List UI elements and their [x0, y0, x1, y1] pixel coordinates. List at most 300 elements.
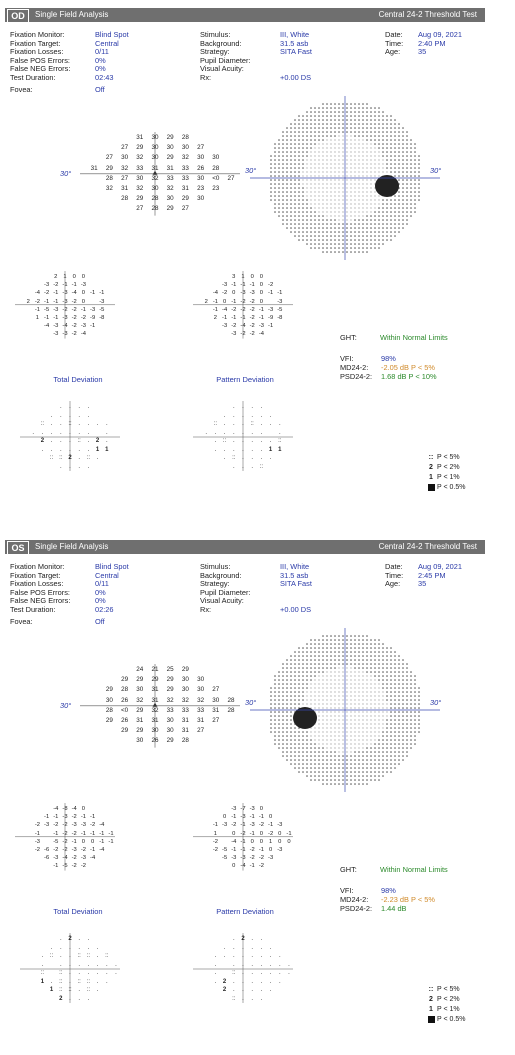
grayscale-dot: [386, 671, 388, 673]
grayscale-dot: [335, 692, 336, 693]
grayscale-dot: [374, 123, 376, 125]
grayscale-dot: [319, 712, 320, 713]
grayscale-dot: [390, 231, 392, 233]
grayscale-dot: [402, 723, 404, 725]
threshold-value: 32: [105, 185, 113, 192]
grayscale-dot: [282, 143, 284, 145]
grayscale-dot: [370, 655, 372, 657]
pattern_deviation-value: -1: [222, 315, 228, 321]
grayscale-dot: [298, 127, 300, 129]
grayscale-dot: [274, 675, 276, 677]
total_prob-symbol: .: [96, 961, 99, 968]
grayscale-dot: [282, 739, 284, 741]
grayscale-dot: [290, 751, 292, 753]
pattern_deviation-value: -2: [249, 331, 255, 338]
grayscale-dot: [367, 204, 368, 205]
grayscale-dot: [386, 699, 388, 701]
legend-symbol: 2: [429, 464, 433, 471]
grayscale-dot: [330, 243, 332, 245]
grayscale-dot: [318, 235, 320, 237]
total_deviation-value: -3: [34, 838, 40, 845]
grayscale-dot: [390, 171, 392, 173]
grayscale-dot: [334, 235, 336, 237]
grayscale-dot: [330, 251, 332, 253]
total_deviation-value: -5: [44, 306, 50, 313]
grayscale-dot: [382, 675, 384, 677]
grayscale-dot: [339, 712, 340, 713]
grayscale-dot: [331, 212, 332, 213]
grayscale-dot: [367, 164, 368, 165]
grayscale-dot: [339, 728, 340, 729]
grayscale-dot: [298, 699, 300, 701]
grayscale-dot: [359, 180, 360, 181]
grayscale-dot: [278, 147, 280, 149]
grayscale-dot: [362, 115, 364, 117]
threshold-value: 30: [151, 185, 159, 192]
grayscale-dot: [398, 147, 400, 149]
grayscale-dot: [314, 771, 316, 773]
grayscale-dot: [302, 759, 304, 761]
pattern_deviation-value: -3: [277, 298, 283, 305]
grayscale-dot: [386, 767, 388, 769]
grayscale-dot: [398, 127, 400, 129]
legend-symbol: ::: [428, 986, 434, 993]
total_prob-symbol: ::: [68, 987, 72, 993]
grayscale-dot: [274, 147, 276, 149]
grayscale-dot: [355, 208, 356, 209]
threshold-value: 21: [151, 666, 159, 673]
grayscale-dot: [346, 127, 348, 129]
grayscale-dot: [331, 184, 332, 185]
grayscale-dot: [294, 123, 296, 125]
grayscale-dot: [334, 643, 336, 645]
grayscale-dot: [322, 767, 324, 769]
grayscale-dot: [343, 148, 344, 149]
grayscale-dot: [375, 164, 376, 165]
grayscale-dot: [382, 155, 384, 157]
grayscale-dot: [363, 672, 364, 673]
grayscale-dot: [310, 235, 312, 237]
total_deviation-value: -2: [44, 290, 50, 297]
pattern_prob-symbol: .: [232, 961, 235, 968]
grayscale-dot: [362, 111, 364, 113]
grayscale-dot: [338, 243, 340, 245]
grayscale-dot: [310, 123, 312, 125]
total_deviation-value: -2: [80, 847, 86, 853]
grayscale-dot: [406, 747, 408, 749]
grayscale-dot: [278, 171, 280, 173]
axis-label-field-left: 30°: [245, 166, 257, 175]
grayscale-dot: [343, 672, 344, 673]
grayscale-dot: [330, 755, 332, 757]
grayscale-dot: [347, 140, 348, 141]
grayscale-dot: [343, 180, 344, 181]
total_deviation-value: -2: [71, 315, 77, 321]
total_prob-symbol: .: [87, 944, 90, 951]
total_deviation-value: -1: [99, 290, 105, 297]
grayscale-dot: [330, 639, 332, 641]
grayscale-dot: [382, 651, 384, 653]
grayscale-dot: [398, 167, 400, 169]
grayscale-dot: [306, 135, 308, 137]
grayscale-dot: [347, 704, 348, 705]
grayscale-dot: [382, 219, 384, 221]
grayscale-dot: [375, 200, 376, 201]
grayscale-dot: [347, 728, 348, 729]
grayscale-dot: [367, 720, 368, 721]
grayscale-dot: [363, 720, 364, 721]
grayscale-dot: [414, 195, 416, 197]
grayscale-dot: [386, 211, 388, 213]
grayscale-dot: [322, 139, 324, 141]
pattern_prob-symbol: .: [278, 978, 281, 985]
grayscale-dot: [327, 144, 328, 145]
grayscale-dot: [318, 119, 320, 121]
grayscale-dot: [319, 148, 320, 149]
grayscale-dot: [362, 219, 364, 221]
grayscale-dot: [294, 235, 296, 237]
grayscale-dot: [406, 219, 408, 221]
pattern_prob-symbol: .: [260, 944, 263, 951]
grayscale-dot: [314, 235, 316, 237]
grayscale-dot: [323, 724, 324, 725]
grayscale-dot: [371, 736, 372, 737]
grayscale-dot: [306, 683, 308, 685]
grayscale-dot: [302, 231, 304, 233]
grayscale-dot: [394, 119, 396, 121]
grayscale-dot: [290, 727, 292, 729]
grayscale-dot: [319, 684, 320, 685]
grayscale-dot: [386, 163, 388, 165]
grayscale-dot: [379, 732, 380, 733]
grayscale-dot: [290, 135, 292, 137]
grayscale-dot: [367, 716, 368, 717]
grayscale-dot: [290, 163, 292, 165]
grayscale-dot: [310, 231, 312, 233]
grayscale-dot: [358, 655, 360, 657]
grayscale-dot: [362, 643, 364, 645]
mid_info-value: 31.5 asb: [280, 570, 309, 580]
grayscale-dot: [414, 187, 416, 189]
grayscale-dot: [290, 179, 292, 181]
grayscale-dot: [347, 208, 348, 209]
grayscale-dot: [382, 139, 384, 141]
grayscale-dot: [346, 643, 348, 645]
grayscale-dot: [382, 143, 384, 145]
grayscale-dot: [351, 672, 352, 673]
grayscale-dot: [363, 144, 364, 145]
grayscale-dot: [343, 736, 344, 737]
grayscale-dot: [294, 147, 296, 149]
grayscale-dot: [327, 744, 328, 745]
total_prob-symbol: .: [78, 446, 81, 453]
grayscale-dot: [386, 743, 388, 745]
pattern_prob-symbol: .: [260, 421, 263, 427]
grayscale-dot: [326, 755, 328, 757]
grayscale-dot: [306, 735, 308, 737]
grayscale-dot: [286, 223, 288, 225]
grayscale-dot: [382, 119, 384, 121]
grayscale-dot: [318, 779, 320, 781]
grayscale-dot: [394, 699, 396, 701]
total_prob-symbol: .: [59, 463, 62, 470]
grayscale-dot: [290, 183, 292, 185]
grayscale-dot: [390, 223, 392, 225]
grayscale-dot: [394, 655, 396, 657]
grayscale-dot: [358, 775, 360, 777]
threshold-value: 32: [166, 185, 174, 192]
grayscale-dot: [323, 720, 324, 721]
grayscale-dot: [374, 763, 376, 765]
grayscale-dot: [294, 739, 296, 741]
grayscale-dot: [298, 667, 300, 669]
pattern_deviation-value: -4: [231, 838, 237, 845]
grayscale-dot: [346, 771, 348, 773]
grayscale-dot: [306, 747, 308, 749]
grayscale-dot: [378, 655, 380, 657]
grayscale-dot: [327, 204, 328, 205]
grayscale-dot: [350, 227, 352, 229]
grayscale-dot: [330, 115, 332, 117]
grayscale-dot: [398, 123, 400, 125]
grayscale-dot: [327, 140, 328, 141]
grayscale-dot: [398, 667, 400, 669]
grayscale-dot: [394, 143, 396, 145]
grayscale-dot: [382, 735, 384, 737]
grayscale-dot: [335, 188, 336, 189]
grayscale-dot: [338, 639, 340, 641]
grayscale-dot: [310, 743, 312, 745]
grayscale-dot: [331, 160, 332, 161]
grayscale-dot: [330, 779, 332, 781]
grayscale-dot: [319, 732, 320, 733]
grayscale-dot: [346, 103, 348, 105]
grayscale-dot: [355, 144, 356, 145]
grayscale-dot: [338, 659, 340, 661]
right_info-label: Time:: [385, 570, 404, 580]
grayscale-dot: [326, 243, 328, 245]
total_prob-symbol: .: [69, 953, 71, 959]
grayscale-dot: [310, 647, 312, 649]
grayscale-dot: [294, 187, 296, 189]
pattern_deviation-value: -1: [249, 282, 255, 289]
grayscale-dot: [294, 231, 296, 233]
grayscale-dot: [306, 127, 308, 129]
grayscale-dot: [311, 180, 312, 181]
grayscale-dot: [311, 156, 312, 157]
grayscale-dot: [306, 219, 308, 221]
grayscale-dot: [379, 728, 380, 729]
grayscale-dot: [311, 172, 312, 173]
legend-symbol: 1: [429, 1006, 433, 1013]
grayscale-dot: [298, 187, 300, 189]
grayscale-dot: [370, 123, 372, 125]
grayscale-dot: [362, 639, 364, 641]
grayscale-dot: [351, 200, 352, 201]
grayscale-dot: [386, 659, 388, 661]
grayscale-dot: [375, 684, 376, 685]
grayscale-dot: [310, 215, 312, 217]
grayscale-dot: [290, 687, 292, 689]
grayscale-dot: [294, 167, 296, 169]
grayscale-dot: [350, 119, 352, 121]
grayscale-dot: [394, 199, 396, 201]
grayscale-dot: [314, 759, 316, 761]
grayscale-dot: [347, 188, 348, 189]
grayscale-dot: [370, 111, 372, 113]
grayscale-dot: [330, 107, 332, 109]
grayscale-dot: [278, 139, 280, 141]
grayscale-dot: [290, 675, 292, 677]
threshold-value: 32: [197, 696, 205, 704]
grayscale-dot: [414, 723, 416, 725]
grayscale-dot: [306, 667, 308, 669]
grayscale-dot: [346, 235, 348, 237]
grayscale-dot: [394, 695, 396, 697]
grayscale-dot: [386, 763, 388, 765]
grayscale-dot: [298, 219, 300, 221]
grayscale-dot: [398, 199, 400, 201]
grayscale-dot: [322, 635, 324, 637]
grayscale-dot: [418, 183, 420, 185]
grayscale-dot: [338, 655, 340, 657]
grayscale-dot: [370, 671, 372, 673]
pattern_prob-symbol: .: [288, 970, 290, 976]
grayscale-dot: [311, 700, 312, 701]
grayscale-dot: [359, 708, 360, 709]
grayscale-dot: [319, 156, 320, 157]
grayscale-dot: [362, 655, 364, 657]
grayscale-dot: [306, 775, 308, 777]
grayscale-dot: [339, 172, 340, 173]
grayscale-dot: [322, 107, 324, 109]
grayscale-dot: [342, 755, 344, 757]
total_prob-symbol: .: [50, 429, 53, 436]
grayscale-dot: [394, 743, 396, 745]
grayscale-dot: [351, 136, 352, 137]
threshold-value: 27: [212, 686, 220, 694]
grayscale-dot: [374, 647, 376, 649]
grayscale-dot: [382, 647, 384, 649]
pattern_deviation-value: 3: [232, 274, 236, 280]
grayscale-dot: [406, 179, 408, 181]
grayscale-dot: [298, 215, 300, 217]
grayscale-dot: [378, 235, 380, 237]
grayscale-dot: [318, 239, 320, 241]
grayscale-dot: [302, 187, 304, 189]
grayscale-dot: [386, 755, 388, 757]
grayscale-dot: [394, 763, 396, 765]
grayscale-dot: [338, 131, 340, 133]
grayscale-dot: [418, 727, 420, 729]
threshold-value: 30: [166, 717, 174, 724]
grayscale-dot: [350, 643, 352, 645]
grayscale-dot: [410, 691, 412, 693]
grayscale-dot: [339, 744, 340, 745]
grayscale-dot: [375, 732, 376, 733]
pattern_prob-symbol: .: [232, 944, 235, 951]
grayscale-dot: [414, 731, 416, 733]
grayscale-dot: [331, 708, 332, 709]
grayscale-dot: [379, 704, 380, 705]
grayscale-dot: [375, 180, 376, 181]
grayscale-dot: [322, 227, 324, 229]
grayscale-dot: [335, 680, 336, 681]
grayscale-dot: [326, 111, 328, 113]
total_prob-symbol: ::: [59, 978, 63, 985]
grayscale-dot: [306, 651, 308, 653]
grayscale-dot: [379, 200, 380, 201]
grayscale-dot: [378, 679, 380, 681]
mid_info-label: Visual Acuity:: [200, 596, 244, 606]
pattern_deviation-value: -2: [240, 298, 246, 305]
grayscale-dot: [327, 692, 328, 693]
pattern_deviation-value: -1: [249, 830, 255, 837]
index-label: MD24-2:: [340, 363, 369, 372]
left_info-value: 0/11: [95, 579, 109, 589]
pattern_prob-symbol: .: [205, 429, 208, 436]
grayscale-dot: [323, 736, 324, 737]
grayscale-dot: [298, 203, 300, 205]
total_deviation-value: 1: [35, 315, 40, 321]
grayscale-dot: [286, 127, 288, 129]
grayscale-dot: [410, 711, 412, 713]
grayscale-dot: [354, 643, 356, 645]
grayscale-dot: [314, 127, 316, 129]
grayscale-dot: [354, 251, 356, 253]
grayscale-dot: [326, 639, 328, 641]
grayscale-dot: [414, 707, 416, 709]
pattern_prob-symbol: .: [242, 944, 244, 951]
grayscale-dot: [282, 751, 284, 753]
grayscale-dot: [323, 744, 324, 745]
grayscale-dot: [315, 148, 316, 149]
grayscale-dot: [371, 148, 372, 149]
grayscale-dot: [358, 755, 360, 757]
grayscale-dot: [294, 155, 296, 157]
grayscale-dot: [402, 679, 404, 681]
grayscale-dot: [278, 215, 280, 217]
grayscale-dot: [302, 735, 304, 737]
pattern_prob-symbol: .: [251, 978, 254, 985]
grayscale-dot: [294, 139, 296, 141]
pattern_prob-symbol: .: [251, 953, 254, 959]
grayscale-dot: [310, 747, 312, 749]
grayscale-dot: [378, 139, 380, 141]
grayscale-dot: [418, 155, 420, 157]
grayscale-dot: [315, 196, 316, 197]
grayscale-dot: [418, 711, 420, 713]
grayscale-dot: [323, 156, 324, 157]
grayscale-dot: [406, 171, 408, 173]
grayscale-dot: [347, 708, 348, 709]
grayscale-dot: [398, 655, 400, 657]
pattern_prob-symbol: .: [232, 404, 235, 410]
grayscale-dot: [294, 755, 296, 757]
grayscale-dot: [375, 688, 376, 689]
grayscale-dot: [390, 699, 392, 701]
pattern_prob-symbol: .: [269, 953, 272, 959]
grayscale-dot: [363, 748, 364, 749]
grayscale-dot: [306, 239, 308, 241]
grayscale-dot: [346, 227, 348, 229]
total_prob-symbol: .: [96, 978, 99, 985]
total_deviation-value: -2: [62, 830, 68, 837]
total_prob-symbol: .: [96, 987, 99, 993]
grayscale-dot: [387, 716, 388, 717]
grayscale-dot: [351, 160, 352, 161]
threshold-value: 31: [136, 717, 144, 724]
